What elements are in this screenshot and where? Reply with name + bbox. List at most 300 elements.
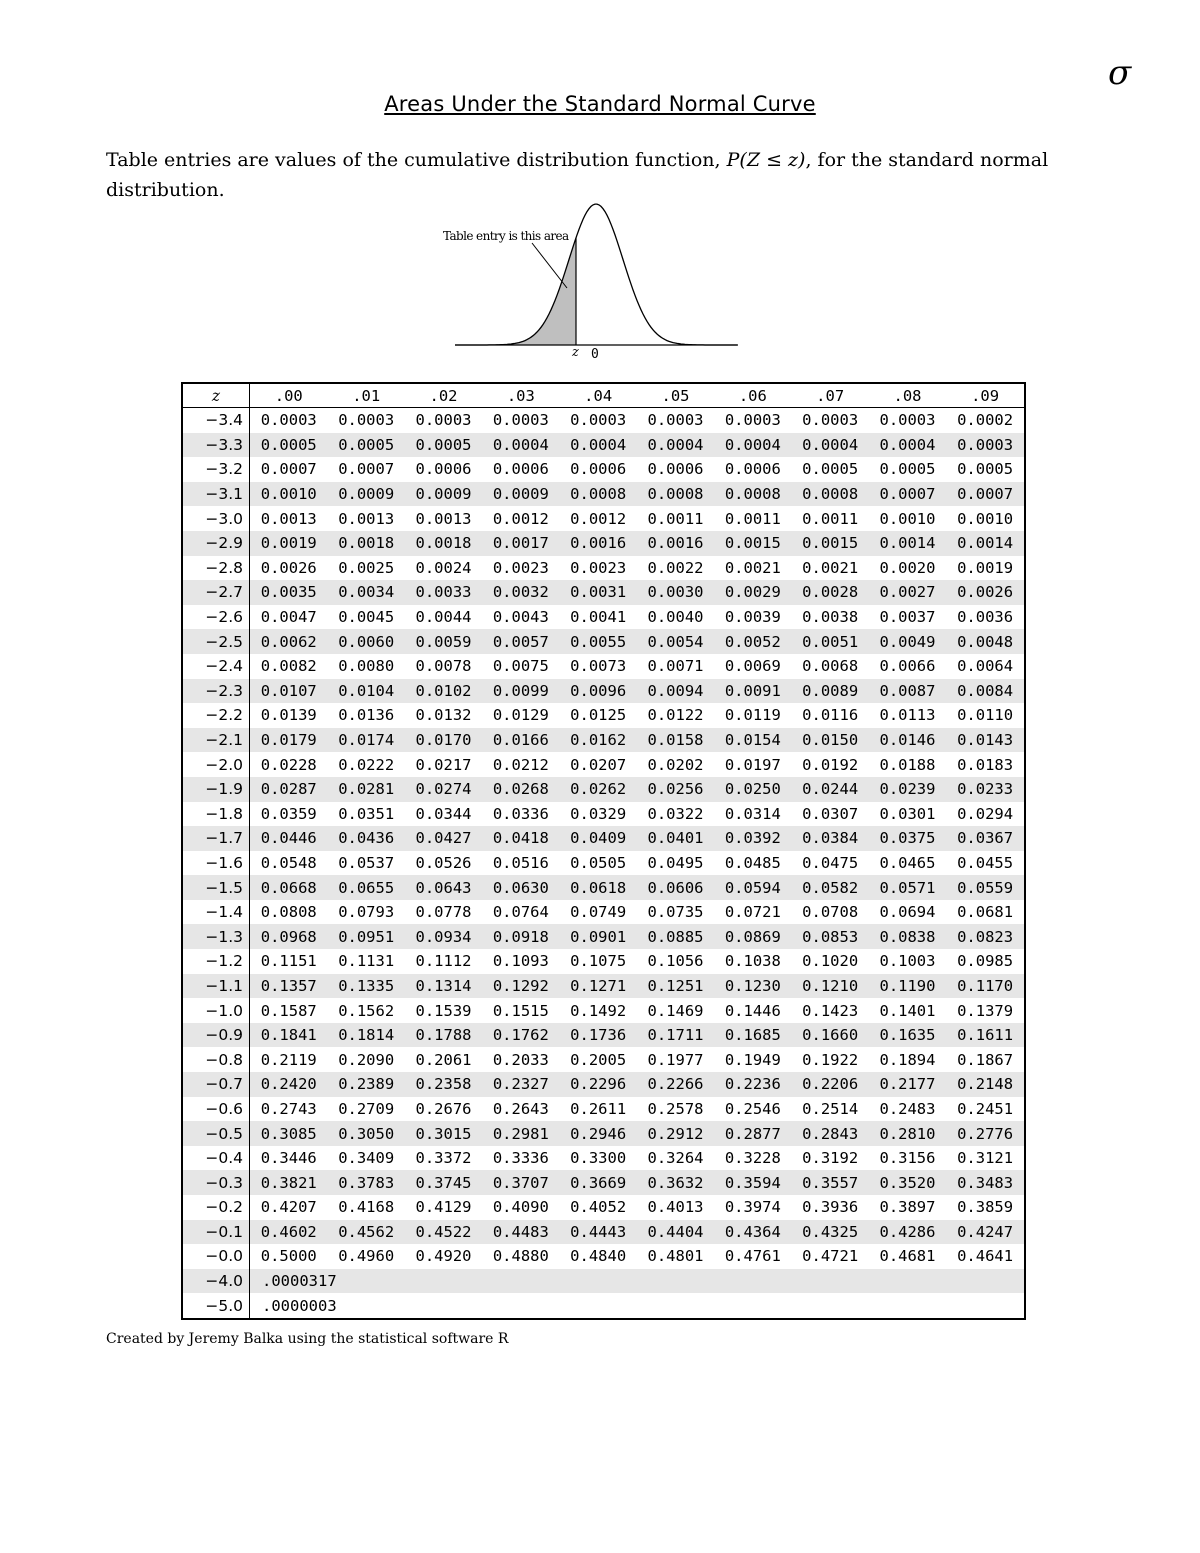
table-cell: 0.0256: [637, 777, 714, 802]
row-z-value: −3.1: [182, 482, 250, 507]
table-cell: 0.2148: [946, 1072, 1025, 1097]
table-cell: 0.2206: [792, 1072, 869, 1097]
table-header-row: [182, 383, 1025, 408]
table-cell: 0.0655: [328, 875, 405, 900]
table-cell: 0.4052: [570, 1198, 627, 1217]
table-cell: 0.2810: [869, 1121, 946, 1146]
table-cell: 0.0239: [869, 777, 946, 802]
table-cell: 0.0087: [869, 679, 946, 704]
table-cell: 0.0526: [415, 853, 472, 872]
header-col-1: .01: [328, 383, 405, 408]
table-cell: 0.0336: [492, 804, 549, 823]
table-cell: 0.1492: [570, 1001, 627, 1020]
table-cell: 0.0073: [570, 657, 627, 676]
row-z-value: −2.0: [182, 752, 250, 777]
table-cell: 0.4247: [946, 1220, 1025, 1245]
table-cell: 0.0048: [946, 629, 1025, 654]
table-cell: 0.0808: [260, 903, 317, 922]
table-cell: 0.0143: [946, 728, 1025, 753]
table-row: [182, 654, 1025, 679]
table-cell: 0.2061: [415, 1050, 472, 1069]
table-row: [182, 482, 1025, 507]
table-cell: 0.0016: [560, 531, 637, 556]
table-cell: 0.1660: [792, 1023, 869, 1048]
table-cell: 0.0166: [482, 728, 559, 753]
table-row: [182, 802, 1025, 827]
table-cell: 0.0013: [338, 509, 395, 528]
table-cell: 0.0446: [250, 826, 328, 851]
table-cell: 0.0023: [570, 558, 627, 577]
table-cell: 0.4761: [724, 1247, 781, 1266]
table-cell: 0.0869: [714, 924, 791, 949]
table-cell: 0.0071: [647, 657, 704, 676]
table-cell: 0.2296: [560, 1072, 637, 1097]
table-cell: 0.0233: [946, 777, 1025, 802]
row-z-value: −2.1: [182, 728, 250, 753]
table-cell: 0.0008: [560, 482, 637, 507]
table-cell: 0.0019: [250, 531, 328, 556]
table-cell: 0.4960: [338, 1247, 395, 1266]
label-pointer: [532, 243, 567, 288]
table-row: [182, 728, 1025, 753]
table-cell: 0.1814: [328, 1023, 405, 1048]
table-cell: 0.0322: [647, 804, 704, 823]
row-z-value: −2.5: [182, 629, 250, 654]
row-z-value: −0.2: [182, 1195, 250, 1220]
table-cell: 0.0207: [570, 755, 627, 774]
table-cell: 0.2033: [492, 1050, 549, 1069]
table-cell: 0.0202: [647, 755, 704, 774]
row-z-value: −0.1: [182, 1220, 250, 1245]
row-z-value: −0.6: [182, 1097, 250, 1122]
table-cell: 0.1271: [560, 974, 637, 999]
sigma-logo: σ: [1108, 53, 1132, 93]
row-z-value: −1.1: [182, 974, 250, 999]
table-cell: 0.0010: [879, 509, 936, 528]
tail-value: .0000317: [250, 1269, 1026, 1294]
table-cell: 0.1210: [792, 974, 869, 999]
table-cell: 0.0028: [792, 580, 869, 605]
table-row: [182, 1072, 1025, 1097]
table-cell: 0.2483: [879, 1099, 936, 1118]
table-cell: 0.0021: [802, 558, 859, 577]
table-cell: 0.3050: [328, 1121, 405, 1146]
table-cell: 0.0329: [570, 804, 627, 823]
table-cell: 0.2327: [482, 1072, 559, 1097]
table-cell: 0.4801: [647, 1247, 704, 1266]
row-z-value: −1.5: [182, 875, 250, 900]
table-cell: 0.0023: [492, 558, 549, 577]
table-cell: 0.0091: [714, 679, 791, 704]
table-cell: 0.0016: [637, 531, 714, 556]
table-cell: 0.0044: [415, 608, 472, 627]
table-cell: 0.2578: [647, 1099, 704, 1118]
table-cell: 0.1611: [946, 1023, 1025, 1048]
table-cell: 0.0436: [328, 826, 405, 851]
row-z-value: −2.2: [182, 703, 250, 728]
table-cell: 0.1292: [482, 974, 559, 999]
table-cell: 0.0838: [869, 924, 946, 949]
table-row: [182, 875, 1025, 900]
header-col-0: .00: [250, 383, 328, 408]
row-z-value: −1.2: [182, 949, 250, 974]
table-cell: 0.3446: [260, 1149, 317, 1168]
table-cell: 0.0052: [714, 629, 791, 654]
table-cell: 0.0011: [802, 509, 859, 528]
table-cell: 0.0985: [957, 952, 1014, 971]
tail-value: .0000003: [262, 1296, 337, 1315]
table-cell: 0.0150: [792, 728, 869, 753]
table-cell: 0.0918: [482, 924, 559, 949]
table-cell: 0.2451: [957, 1099, 1014, 1118]
table-cell: 0.0003: [415, 411, 472, 430]
table-cell: 0.1093: [492, 952, 549, 971]
table-cell: 0.0643: [405, 875, 482, 900]
table-cell: 0.0136: [338, 706, 395, 725]
table-cell: 0.0036: [957, 608, 1014, 627]
tail-row: [182, 1269, 1025, 1294]
table-cell: 0.0032: [482, 580, 559, 605]
table-cell: 0.0003: [570, 411, 627, 430]
table-cell: 0.0026: [946, 580, 1025, 605]
row-z-value: −3.0: [182, 506, 250, 531]
table-cell: 0.3336: [492, 1149, 549, 1168]
table-cell: 0.0011: [724, 509, 781, 528]
table-cell: 0.0934: [405, 924, 482, 949]
table-cell: 0.1056: [647, 952, 704, 971]
table-cell: 0.0571: [869, 875, 946, 900]
page-title: Areas Under the Standard Normal Curve: [384, 92, 816, 116]
table-row: [182, 1170, 1025, 1195]
table-cell: 0.0217: [415, 755, 472, 774]
table-cell: 0.0043: [492, 608, 549, 627]
table-cell: 0.0009: [482, 482, 559, 507]
header-col-8: .08: [869, 383, 946, 408]
table-row: [182, 580, 1025, 605]
table-cell: 0.0222: [338, 755, 395, 774]
table-cell: 0.0075: [492, 657, 549, 676]
table-cell: 0.0268: [482, 777, 559, 802]
table-cell: 0.0183: [957, 755, 1014, 774]
table-cell: 0.0005: [328, 433, 405, 458]
table-cell: 0.0006: [492, 460, 549, 479]
table-cell: 0.0594: [714, 875, 791, 900]
table-cell: 0.3409: [338, 1149, 395, 1168]
table-cell: 0.0418: [482, 826, 559, 851]
table-cell: 0.1151: [260, 952, 317, 971]
table-cell: 0.1736: [560, 1023, 637, 1048]
table-cell: 0.1038: [724, 952, 781, 971]
table-cell: 0.4920: [415, 1247, 472, 1266]
table-cell: 0.0250: [714, 777, 791, 802]
table-cell: 0.4013: [647, 1198, 704, 1217]
table-row: [182, 1244, 1025, 1269]
table-cell: 0.3300: [570, 1149, 627, 1168]
table-cell: 0.0006: [647, 460, 704, 479]
table-cell: 0.0465: [879, 853, 936, 872]
table-cell: 0.0122: [647, 706, 704, 725]
table-cell: 0.0301: [879, 804, 936, 823]
table-cell: 0.0038: [802, 608, 859, 627]
row-z-value: −2.7: [182, 580, 250, 605]
table-cell: 0.3821: [250, 1170, 328, 1195]
table-cell: 0.1314: [405, 974, 482, 999]
table-cell: 0.0008: [792, 482, 869, 507]
table-cell: 0.2358: [405, 1072, 482, 1097]
table-cell: 0.0003: [492, 411, 549, 430]
table-cell: 0.0192: [802, 755, 859, 774]
table-cell: 0.3859: [957, 1198, 1014, 1217]
header-col-2: .02: [405, 383, 482, 408]
table-cell: 0.0010: [250, 482, 328, 507]
table-cell: 0.0089: [792, 679, 869, 704]
table-cell: 0.2743: [260, 1099, 317, 1118]
table-cell: 0.1003: [879, 952, 936, 971]
table-cell: 0.0139: [260, 706, 317, 725]
table-cell: 0.0618: [560, 875, 637, 900]
row-z-value: −3.2: [182, 457, 250, 482]
header-col-3: .03: [482, 383, 559, 408]
table-row: [182, 924, 1025, 949]
table-cell: 0.0170: [405, 728, 482, 753]
table-cell: 0.0005: [405, 433, 482, 458]
table-cell: 0.0068: [802, 657, 859, 676]
table-cell: 0.0006: [724, 460, 781, 479]
table-row: [182, 605, 1025, 630]
table-cell: 0.2420: [250, 1072, 328, 1097]
row-z-value: −1.4: [182, 900, 250, 925]
row-z-value: −2.8: [182, 556, 250, 581]
table-cell: 0.0015: [792, 531, 869, 556]
table-row: [182, 433, 1025, 458]
table-cell: 0.0007: [338, 460, 395, 479]
table-cell: 0.0968: [250, 924, 328, 949]
table-cell: 0.0003: [260, 411, 317, 430]
table-cell: 0.0188: [879, 755, 936, 774]
table-cell: 0.0004: [560, 433, 637, 458]
table-cell: 0.0084: [946, 679, 1025, 704]
table-cell: 0.0158: [637, 728, 714, 753]
table-cell: 0.0018: [405, 531, 482, 556]
table-cell: 0.0078: [415, 657, 472, 676]
table-cell: 0.0004: [714, 433, 791, 458]
table-cell: 0.0668: [250, 875, 328, 900]
table-cell: 0.0694: [879, 903, 936, 922]
header-z: z: [182, 383, 250, 408]
table-cell: 0.1922: [802, 1050, 859, 1069]
table-cell: 0.0069: [724, 657, 781, 676]
table-cell: 0.0027: [869, 580, 946, 605]
table-cell: 0.1469: [647, 1001, 704, 1020]
table-cell: 0.1587: [260, 1001, 317, 1020]
table-cell: 0.0006: [415, 460, 472, 479]
row-z-value: −2.4: [182, 654, 250, 679]
table-row: [182, 1097, 1025, 1122]
table-row: [182, 949, 1025, 974]
table-cell: 0.3121: [957, 1149, 1014, 1168]
table-cell: 0.0004: [792, 433, 869, 458]
table-cell: 0.4641: [957, 1247, 1014, 1266]
table-cell: 0.0017: [482, 531, 559, 556]
table-cell: 0.0351: [338, 804, 395, 823]
table-cell: 0.1841: [250, 1023, 328, 1048]
table-cell: 0.1894: [879, 1050, 936, 1069]
table-cell: 0.0951: [328, 924, 405, 949]
table-cell: 0.0174: [328, 728, 405, 753]
table-row: [182, 506, 1025, 531]
table-cell: 0.0004: [482, 433, 559, 458]
table-cell: 0.2005: [570, 1050, 627, 1069]
row-z-value: −0.0: [182, 1244, 250, 1269]
z-table: [181, 382, 1026, 1320]
table-cell: 0.3936: [802, 1198, 859, 1217]
row-z-value: −0.3: [182, 1170, 250, 1195]
table-cell: 0.0582: [792, 875, 869, 900]
table-cell: 0.0125: [570, 706, 627, 725]
table-cell: 0.0475: [802, 853, 859, 872]
table-row: [182, 777, 1025, 802]
table-cell: 0.0344: [415, 804, 472, 823]
row-z-value: −3.3: [182, 433, 250, 458]
table-cell: 0.0778: [415, 903, 472, 922]
table-cell: 0.0003: [802, 411, 859, 430]
table-cell: 0.0162: [560, 728, 637, 753]
table-cell: 0.1379: [957, 1001, 1014, 1020]
table-cell: 0.0012: [492, 509, 549, 528]
table-cell: 0.1357: [250, 974, 328, 999]
table-cell: 0.0026: [260, 558, 317, 577]
table-cell: 0.2709: [338, 1099, 395, 1118]
table-cell: 0.0104: [328, 679, 405, 704]
table-cell: 0.4602: [250, 1220, 328, 1245]
table-cell: 0.0013: [260, 509, 317, 528]
table-row: [182, 1047, 1025, 1072]
table-cell: 0.0020: [879, 558, 936, 577]
table-cell: 0.3557: [792, 1170, 869, 1195]
figure-area-label: Table entry is this area: [443, 229, 569, 243]
intro-math: P(Z ≤ z): [726, 149, 806, 171]
table-cell: 0.0010: [957, 509, 1014, 528]
table-cell: 0.0548: [260, 853, 317, 872]
table-cell: 0.0495: [647, 853, 704, 872]
table-cell: 0.0228: [260, 755, 317, 774]
table-cell: 0.2090: [338, 1050, 395, 1069]
table-cell: 0.1515: [492, 1001, 549, 1020]
table-row: [182, 851, 1025, 876]
table-cell: 0.0059: [405, 629, 482, 654]
table-cell: 0.4721: [802, 1247, 859, 1266]
table-cell: 0.4207: [260, 1198, 317, 1217]
table-row: [182, 703, 1025, 728]
figure-zero-label: 0: [591, 347, 599, 362]
table-cell: 0.3669: [560, 1170, 637, 1195]
table-cell: 0.2676: [415, 1099, 472, 1118]
footer-credit: Created by Jeremy Balka using the statistical software R: [106, 1331, 509, 1347]
table-cell: 0.0005: [802, 460, 859, 479]
table-cell: 0.4404: [637, 1220, 714, 1245]
table-cell: 0.1131: [338, 952, 395, 971]
table-cell: 0.0287: [250, 777, 328, 802]
row-z-value: −5.0: [182, 1293, 250, 1319]
row-z-value: −3.4: [182, 408, 250, 433]
table-cell: 0.0096: [560, 679, 637, 704]
table-cell: 0.0294: [957, 804, 1014, 823]
table-cell: 0.0066: [879, 657, 936, 676]
table-cell: 0.4562: [328, 1220, 405, 1245]
table-cell: 0.0062: [250, 629, 328, 654]
table-cell: 0.0262: [560, 777, 637, 802]
table-cell: 0.0132: [415, 706, 472, 725]
table-cell: 0.0392: [714, 826, 791, 851]
table-cell: 0.0516: [492, 853, 549, 872]
table-cell: 0.2236: [714, 1072, 791, 1097]
table-cell: 0.3228: [724, 1149, 781, 1168]
table-row: [182, 1195, 1025, 1220]
header-col-9: .09: [946, 383, 1025, 408]
table-cell: 0.3783: [328, 1170, 405, 1195]
table-cell: 0.0505: [570, 853, 627, 872]
table-cell: 0.2912: [637, 1121, 714, 1146]
table-cell: 0.0055: [560, 629, 637, 654]
table-cell: 0.0082: [260, 657, 317, 676]
table-row: [182, 998, 1025, 1023]
normal-curve-figure: [440, 198, 750, 366]
table-cell: 0.0197: [724, 755, 781, 774]
table-cell: 0.0002: [957, 411, 1014, 430]
table-cell: 0.1190: [869, 974, 946, 999]
table-cell: 0.0116: [802, 706, 859, 725]
table-cell: 0.0885: [637, 924, 714, 949]
table-cell: 0.0119: [724, 706, 781, 725]
table-cell: 0.2643: [492, 1099, 549, 1118]
table-cell: 0.3156: [879, 1149, 936, 1168]
table-cell: 0.0606: [637, 875, 714, 900]
table-cell: 0.0007: [946, 482, 1025, 507]
table-cell: 0.1539: [415, 1001, 472, 1020]
table-cell: 0.1251: [637, 974, 714, 999]
table-cell: 0.0049: [869, 629, 946, 654]
row-z-value: −0.8: [182, 1047, 250, 1072]
table-cell: 0.0853: [792, 924, 869, 949]
table-cell: 0.0630: [482, 875, 559, 900]
table-cell: 0.0004: [869, 433, 946, 458]
table-cell: 0.0040: [647, 608, 704, 627]
table-cell: 0.4483: [482, 1220, 559, 1245]
table-cell: 0.0485: [724, 853, 781, 872]
table-cell: 0.0011: [647, 509, 704, 528]
table-cell: 0.0281: [328, 777, 405, 802]
table-cell: 0.1075: [570, 952, 627, 971]
table-cell: 0.2266: [637, 1072, 714, 1097]
table-cell: 0.1230: [714, 974, 791, 999]
table-cell: 0.1949: [724, 1050, 781, 1069]
table-cell: 0.2119: [260, 1050, 317, 1069]
table-cell: 0.0375: [869, 826, 946, 851]
table-row: [182, 408, 1025, 433]
table-cell: 0.0054: [637, 629, 714, 654]
intro-text-before: Table entries are values of the cumulative distribution function,: [106, 149, 727, 171]
table-cell: 0.0003: [946, 433, 1025, 458]
row-z-value: −2.9: [182, 531, 250, 556]
table-cell: 0.1562: [338, 1001, 395, 1020]
table-cell: 0.0749: [570, 903, 627, 922]
intro-text-after: , for the standard normal distribution.: [106, 149, 1049, 201]
row-z-value: −1.3: [182, 924, 250, 949]
table-cell: 0.3015: [405, 1121, 482, 1146]
table-cell: 0.0012: [570, 509, 627, 528]
table-cell: 0.3632: [637, 1170, 714, 1195]
table-row: [182, 1146, 1025, 1171]
